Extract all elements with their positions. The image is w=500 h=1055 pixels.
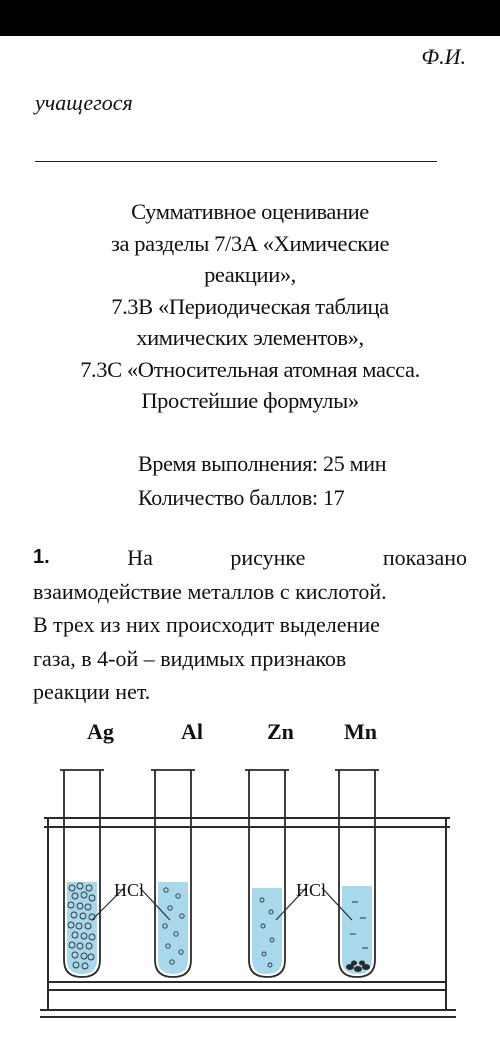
assessment-title [20, 196, 480, 417]
question-line [33, 642, 467, 676]
question-1 [33, 541, 467, 709]
question-line [33, 575, 467, 609]
question-number: 1. [33, 546, 50, 568]
test-tubes-figure [0, 760, 500, 1050]
metal-label-zn: Zn [267, 719, 294, 744]
title-line: Суммативное оценивание [131, 199, 369, 224]
time-limit: Время выполнения: 25 мин [138, 451, 387, 476]
hcl-label-right: HCl [296, 880, 327, 900]
title-line: реакции», [204, 262, 296, 287]
title-line: за разделы 7/3А «Химические [110, 230, 390, 256]
metal-label-mn: Mn [344, 719, 377, 744]
title-line: Простейшие формулы» [141, 388, 359, 413]
question-text: взаимодействие металлов с кислотой. [33, 578, 387, 604]
question-word: показано [382, 545, 467, 570]
liquid-mn [342, 886, 372, 974]
metal-label-ag: Ag [87, 719, 114, 744]
total-points: Количество баллов: 17 [138, 485, 345, 510]
test-tube-rack [40, 818, 456, 1017]
title-line: химических элементов», [136, 325, 364, 350]
fio-label: Ф.И. [421, 44, 466, 69]
question-line [33, 608, 467, 642]
question-text: газа, в 4-ой – видимых признаков [33, 645, 347, 671]
question-word: На [127, 545, 153, 570]
top-bar [0, 0, 500, 36]
question-line [33, 675, 467, 709]
hcl-label-left: HCl [114, 880, 145, 900]
liquid-zn [252, 888, 282, 974]
question-line [33, 541, 467, 575]
test-tubes [60, 770, 379, 977]
title-line: 7.3С «Относительная атомная масса. [80, 356, 420, 382]
question-text: В трех из них происходит выделение [33, 612, 380, 637]
student-label: учащегося [35, 90, 133, 115]
question-word: рисунке [230, 545, 306, 570]
name-underline [35, 161, 437, 162]
title-line: 7.3В «Периодическая таблица [111, 293, 389, 319]
liquids [67, 882, 372, 974]
question-text: реакции нет. [33, 679, 151, 704]
metal-label-al: Al [181, 719, 203, 744]
